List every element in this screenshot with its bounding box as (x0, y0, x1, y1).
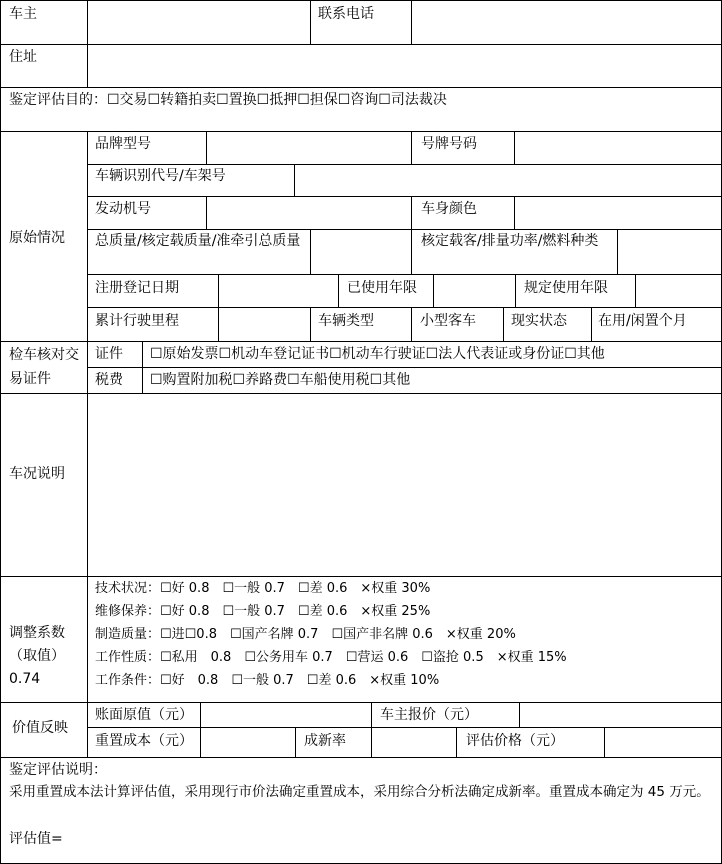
appraised-value-formula: 评估值= (9, 831, 63, 847)
phone-label: 联系电话 (318, 6, 374, 22)
value-section-label: 价值反映 (12, 720, 68, 736)
mileage-label: 累计行驶里程 (95, 313, 179, 329)
certs-options: ☐原始发票☐机动车登记证书☐机动车行驶证☐法人代表证或身份证☐其他 (150, 346, 605, 362)
appraised-price-label: 评估价格（元） (466, 733, 564, 749)
book-value-label: 账面原值（元） (95, 707, 193, 723)
vehicle-type-label: 车辆类型 (318, 313, 374, 329)
adjust-manufacture: 制造质量：☐进☐0.8 ☐国产名牌 0.7 ☐国产非名牌 0.6 ×权重 20% (95, 627, 516, 642)
engine-no-label: 发动机号 (95, 201, 151, 217)
capacity-label: 核定载客/排量功率/燃料种类 (421, 233, 599, 249)
explanation-body: 采用重置成本法计算评估值，采用现行市价法确定重置成本，采用综合分析法确定成新率。重置成本确定为 45 万元。 (9, 784, 710, 800)
brand-model-label: 品牌型号 (95, 136, 151, 152)
vehicle-type-value: 小型客车 (420, 313, 476, 329)
plate-number-label: 号牌号码 (421, 136, 477, 152)
adjust-maintenance: 维修保养：☐好 0.8 ☐一般 0.7 ☐差 0.6 ×权重 25% (95, 604, 431, 619)
reg-date-label: 注册登记日期 (95, 280, 179, 296)
adjust-label: 调整系数（取值）0.74 (9, 625, 65, 687)
address-label: 住址 (9, 49, 37, 65)
adjust-work-nature: 工作性质：☐私用 0.8 ☐公务用车 0.7 ☐营运 0.6 ☐盗抢 0.5 ×权重 15% (95, 650, 567, 665)
certs-label: 证件 (95, 346, 123, 362)
used-years-label: 已使用年限 (347, 280, 417, 296)
purpose-line: 鉴定评估目的：☐交易☐转籍拍卖☐置换☐抵押☐担保☐咨询☐司法裁决 (9, 92, 447, 108)
docs-section-label: 检车核对交易证件 (9, 347, 79, 387)
status-value: 在用/闲置个月 (598, 313, 687, 329)
stipulated-years-label: 规定使用年限 (524, 280, 608, 296)
status-label: 现实状态 (511, 313, 567, 329)
adjust-work-condition: 工作条件：☐好 0.8 ☐一般 0.7 ☐差 0.6 ×权重 10% (95, 673, 440, 688)
owner-quote-label: 车主报价（元） (380, 707, 478, 723)
adjust-tech: 技术状况：☐好 0.8 ☐一般 0.7 ☐差 0.6 ×权重 30% (95, 581, 431, 596)
replacement-cost-label: 重置成本（元） (95, 733, 193, 749)
mass-label: 总质量/核定载质量/准牵引总质量 (95, 233, 301, 249)
condition-label: 车况说明 (9, 466, 65, 482)
vin-label: 车辆识别代号/车架号 (95, 168, 226, 184)
newness-rate-label: 成新率 (304, 733, 346, 749)
fees-label: 税费 (95, 372, 123, 388)
original-section-label: 原始情况 (9, 230, 65, 246)
explanation-title: 鉴定评估说明： (9, 762, 107, 778)
body-color-label: 车身颜色 (421, 201, 477, 217)
fees-options: ☐购置附加税☐养路费☐车船使用税☐其他 (150, 372, 411, 388)
owner-label: 车主 (9, 6, 37, 22)
